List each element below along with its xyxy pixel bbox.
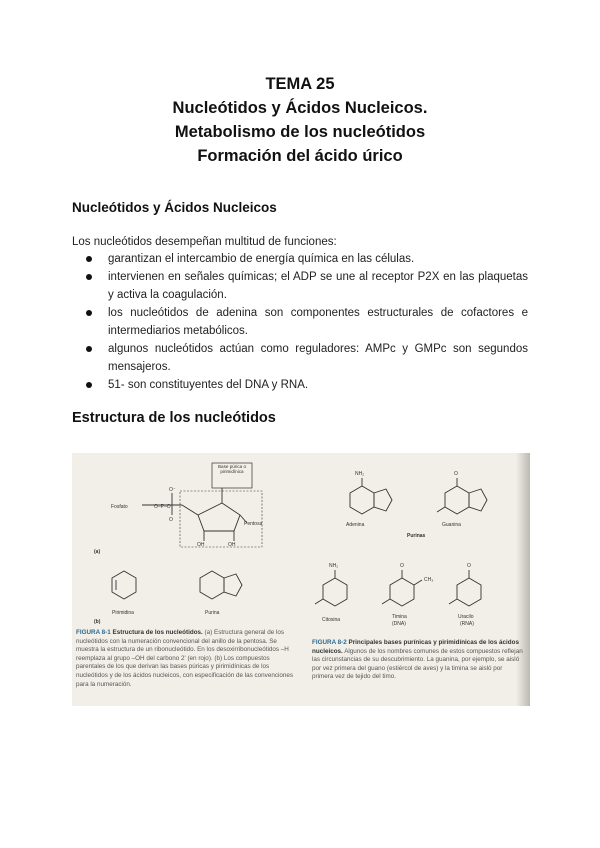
list-item: garantizan el intercambio de energía química en las células. — [108, 250, 528, 268]
svg-text:O: O — [454, 471, 458, 477]
label-a: (a) — [94, 549, 101, 555]
timina-label: Timina — [392, 614, 407, 620]
base-box-label: Base púrica o pirimidínica — [217, 464, 247, 475]
textbook-figure — [72, 453, 530, 706]
caption-8-1-head: FIGURA 8-1 — [76, 629, 111, 636]
title-line-3: Metabolismo de los nucleótidos — [174, 123, 426, 141]
pentosa-label: Pentosa — [244, 521, 263, 527]
svg-text:OH: OH — [197, 542, 205, 548]
section-heading-nucleotidos: Nucleótidos y Ácidos Nucleicos — [72, 200, 277, 215]
list-item: intervienen en señales químicas; el ADP se une al receptor P2X en las plaquetas y activa la coagulación. — [108, 268, 528, 304]
caption-8-2-body: Algunos de los nombres comunes de estos compuestos reflejan las circunstancias de su descubrimiento. La guanina, por ejemplo, se aisló por vez primera del guano (estiércol de aves) y la timina se aisló por primera vez de tejido del timo. — [312, 647, 523, 681]
purina-label: Purina — [205, 610, 220, 616]
function-list — [72, 250, 528, 394]
svg-text:O: O — [467, 563, 471, 569]
svg-text:O: O — [400, 563, 404, 569]
caption-8-2-title: Principales bases purínicas y pirimidínicas de los ácidos nucleicos. — [312, 639, 519, 655]
figure-8-2-caption — [312, 639, 524, 682]
svg-text:O–P–O: O–P–O — [154, 504, 171, 510]
svg-text:OH: OH — [228, 542, 236, 548]
pirimidina-label: Pirimidina — [112, 610, 134, 616]
svg-text:CH₃: CH₃ — [424, 577, 434, 583]
figure-8-1-caption — [76, 629, 296, 689]
svg-text:NH₂: NH₂ — [355, 471, 365, 477]
list-item: 51- son constituyentes del DNA y RNA. — [108, 376, 528, 394]
guanina-label: Guanina — [442, 522, 461, 528]
label-b: (b) — [94, 619, 101, 625]
timina-sub: (DNA) — [392, 621, 406, 627]
uracilo-label: Uracilo — [458, 614, 474, 620]
title-line-2: Nucleótidos y Ácidos Nucleicos. — [172, 99, 428, 117]
svg-text:NH₂: NH₂ — [329, 563, 339, 569]
intro-text: Los nucleótidos desempeñan multitud de funciones: — [72, 236, 337, 248]
adenina-label: Adenina — [346, 522, 365, 528]
caption-8-2-head: FIGURA 8-2 — [312, 639, 347, 646]
citosina-label: Citosina — [322, 617, 341, 623]
caption-8-1-body: (a) Estructura general de los nucleótidos con la numeración convencional del anillo de la pentosa. Se muestra la estructura de un ribonucleótido. En los desoxirribonucleótidos –H reemplaza al grupo –OH del carbono 2' (en rojo). (b) Los compuestos parentales de los que derivan las bases púricas y pirimidínicas de los nucleótidos y de los ácidos nucleicos, con especificación de las convenciones para la numeración. — [76, 629, 294, 688]
title-line-1: TEMA 25 — [265, 75, 335, 93]
list-item: algunos nucleótidos actúan como reguladores: AMPc y GMPc son segundos mensajeros. — [108, 340, 528, 376]
title-block — [0, 72, 600, 168]
uracilo-sub: (RNA) — [460, 621, 474, 627]
svg-text:O⁻: O⁻ — [169, 487, 176, 493]
svg-text:O: O — [169, 517, 173, 523]
caption-8-1-title: Estructura de los nucleótidos. — [112, 629, 203, 636]
purinas-label: Purinas — [407, 533, 426, 539]
section-heading-estructura: Estructura de los nucleótidos — [72, 410, 276, 426]
title-line-4: Formación del ácido úrico — [197, 147, 403, 165]
list-item: los nucleótidos de adenina son componentes estructurales de cofactores e intermediarios metabólicos. — [108, 304, 528, 340]
fosfato-label: Fosfato — [111, 504, 128, 510]
